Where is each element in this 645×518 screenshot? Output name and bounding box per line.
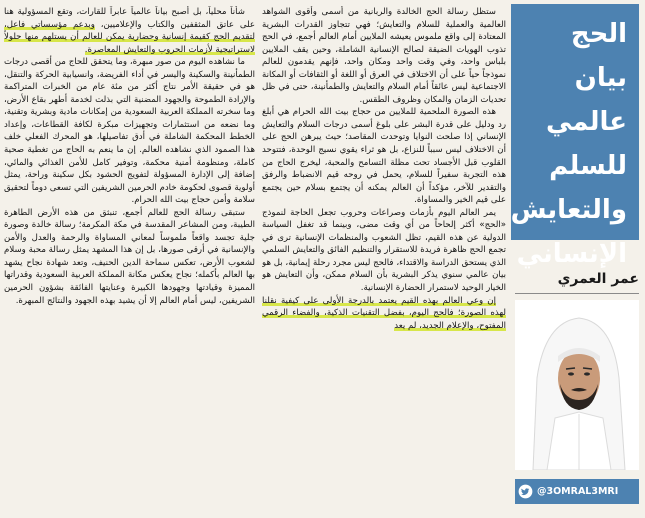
title-box [510,4,639,269]
paragraph: يمر العالم اليوم بأزمات وصراعات وحروب تجعل الحاجة لنموذج «الحج» أكثر إلحاحاً من أي وقت مضى، وبينما قد تغفل السياسة الدولية عن هذه القيم، تظل الشعوب والمنظمات الإنسانية ترى في تجمع الحج ظاهرة فريدة للاستقرار والتنظيم الفائق والتعايش السلمي الذي يستحق الدراسة والاقتداء، فالحج ليس مجرد رحلة إيمانية، بل هو بيان عالمي سنوي يذكر البشرية بأن السلام ممكن، وأن التعايش هو الخيار الوحيد لاستمرار الحضارة الإنسانية. [262,207,506,294]
author-name: عمر العمري [557,271,639,287]
twitter-icon [518,484,533,499]
paragraph: ستظل رسالة الحج الخالدة والربانية من أسمى وأقوى الشواهد العالمية والعملية للسلام والتعايش؛ فهي تتجاوز القدرات البشرية المعتادة إلى واقع ملموس يعيشه الملايين أمام العالم أجمع، في الحج تذوب الهويات الضيقة لصالح الإنسانية الشاملة، وحين يقف الملايين بلباس واحد، وفي وقت واحد ومكان واحد، فإنهم يقدمون للعالم نموذجاً حياً على أن الاختلاف في العرق أو اللغة أو الثقافات أو المكانة الاجتماعية ليس عائقاً أمام السلام والتعايش والطمأنينة، حتى في ظل تحديات الزمان والمكان وظروف الطقس. [262,7,506,105]
article-sidebar [511,0,641,518]
article-title: الحج بيان عالمي للسلم والتعايش الإنساني [510,19,627,269]
paragraph [4,6,255,56]
author-photo [515,300,639,470]
paragraph: ما نشاهده اليوم من صور مبهرة، وما يتحقق للحاج من أقصى درجات الطمأنينة والسكينة واليسر في أداء الفريضة، وانسيابية الحركة والتنقل، هو في حقيقة الأمر نتاج أكثر من مئة عام من الخبرات المتراكمة والإرادة الطموحة والجهود المضنية التي بذلت لخدمة أطهر بقاع الأرض، وما سخرته المملكة العربية السعودية من إمكانات مادية وبشرية وتقنية، وما نضعه من استثمارات وتجهيزات مبكرة لكافة القطاعات، وإعداد الخطط المحكمة الشاملة في أدق تفاصيلها، هو المحرك الفعلي خلف هذا الصمود الذي نشاهده العالم. إن ما ينعم به الحاج من تغطية صحية كاملة، ومنظومة أمنية محكمة، وتوفير كامل للأمن الغذائي والمائي، إضافة إلى الإدارة المسؤولة لتفويج الحشود بكل سكينة وراحة، يمثل أولوية قصوى لحكومة خادم الحرمين الشريفين التي تسعى دوماً لتحقيق سلامة وأمن حجاج بيت الله الحرام. [4,57,255,206]
paragraph: هذه الصورة الملحمية للملايين من حجاج بيت الله الحرام هي أبلغ رد ودليل على قدرة البشر على بلوغ أسمى درجات السلام والتعايش الإنساني إذا صلحت النوايا وتوحدت المقاصد؛ حيث يبرهن الحج على أن الاختلاف ليس سبباً للنزاع، بل هو ثراء يقوي نسيج الوحدة، فتتوحد القلوب قبل الأجساد تحت مظلة التسامح والمحبة، ليخرج الحاج من هذه التجربة سفيراً للسلام، يحمل في روحه قيم الانضباط والرفق والتقدير للآخر، مؤكداً أن العالم يمكنه أن يجتمع بسلام حين يجتمع على قيم الخير والمساواة. [262,107,506,206]
paragraph: ستبقى رسالة الحج للعالم أجمع، تنبثق من هذه الأرض الطاهرة الطيبة، ومن المشاعر المقدسة في مكة المكرمة؛ رسالة خالدة وصورة جلية تجسد واقعاً ملموساً لمعاني المساواة والرحمة والعدل والأمن والإنسانية في أرقى صورها، بل إن هذا المشهد يمثل رسالة محبة وسلام لشعوب الأرض، تعكس سماحة الدين الحنيف، وتعد شهادة نجاح يشهد بها العالم بأكمله؛ نجاح يعكس مكانة المملكة العربية السعودية وقدراتها المميزة وقيادتها وجهودها الكبيرة وعنايتها الفائقة بشؤون الحرمين الشريفين، ليس أمام العالم إلا أن يشيد بهذه الجهود والنتائج المبهرة. [4,207,255,306]
article-column-left [4,6,255,514]
twitter-handle: @3OMRAL3MRI [537,486,619,497]
twitter-handle-bar[interactable] [515,479,639,504]
author-portrait-illustration [515,300,639,470]
article-column-middle [262,6,506,514]
paragraph [262,295,506,333]
paragraph-text: شأناً محلياً، بل أصبح بياناً عالمياً عابراً للقارات، وتقع المسؤولية هنا على عاتق المثقفين والكتاب والإعلاميين، [4,7,255,30]
author-divider [515,293,639,294]
highlighted-text: وبدعم مؤسساتي فاعل، لتقديم الحج كقيمة إنسانية وحضارية يمكن للعالم أن يستلهم منها حلولاً لاستراتيجية لأزمات الحروب والتعايش المعاصرة. [4,19,255,55]
highlighted-text: إن وعي العالم بهذه القيم يعتمد بالدرجة الأولى على كيفية نقلنا لهذه الصورة؛ فالحج اليوم، بفضل التقنيات الذكية، والفضاء الرقمي المفتوح، والإعلام الجديد، لم يعد [262,295,506,331]
